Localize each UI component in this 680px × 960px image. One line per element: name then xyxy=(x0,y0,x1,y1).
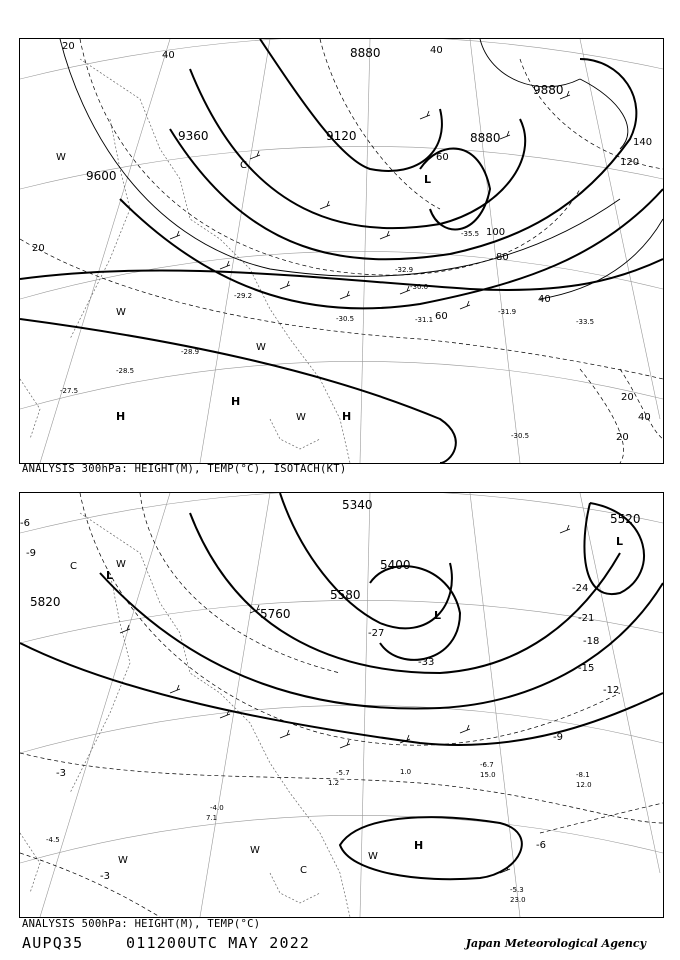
temperature-label: -30.0 xyxy=(410,283,429,291)
low-center: L xyxy=(434,609,442,622)
isotach-label: 60 xyxy=(435,311,448,322)
temperature-label: 23.0 xyxy=(510,896,526,904)
isotach-label: 40 xyxy=(538,294,551,305)
cold-center: C xyxy=(300,865,307,876)
high-center: H xyxy=(342,410,352,423)
map-300hpa xyxy=(20,39,663,463)
isotach-label: 20 xyxy=(616,432,629,443)
temperature-label: -28.9 xyxy=(181,348,200,356)
temperature-label: -32.9 xyxy=(395,266,414,274)
isotach-label: 120 xyxy=(620,157,640,168)
isotherms xyxy=(20,39,663,463)
warm-center: W xyxy=(116,307,126,318)
valid-time: 011200UTC MAY 2022 xyxy=(126,934,311,952)
low-center: L xyxy=(106,569,114,582)
temperature-label: -31.1 xyxy=(415,316,434,324)
height-label: 9120 xyxy=(326,129,357,143)
height-label: 8880 xyxy=(470,131,501,145)
temperature-label: -4.0 xyxy=(210,804,224,812)
temperature-label: -30.5 xyxy=(511,432,530,440)
isotherm-label: -6 xyxy=(536,840,546,851)
agency-name: Japan Meteorological Agency xyxy=(465,937,646,950)
height-label: 5520 xyxy=(610,512,641,526)
temperature-label: -28.5 xyxy=(116,367,135,375)
isotherm-label: -3 xyxy=(56,768,66,779)
isotherm-label: -12 xyxy=(603,685,620,696)
height-label: 8880 xyxy=(350,46,381,60)
temperature-label: -6.7 xyxy=(480,761,494,769)
temperature-label: 1.0 xyxy=(400,768,412,776)
isotherm-label: -9 xyxy=(26,548,36,559)
height-label: 5400 xyxy=(380,558,411,572)
isotherm-label: -3 xyxy=(100,871,110,882)
temperature-label: -5.3 xyxy=(510,886,524,894)
high-center: H xyxy=(116,410,126,423)
isotherm-label: -9 xyxy=(553,732,563,743)
temperature-label: 1.2 xyxy=(328,779,340,787)
isotach-label: 40 xyxy=(638,412,651,423)
chart-300hpa xyxy=(19,38,664,464)
temperature-label: -8.1 xyxy=(576,771,590,779)
isotach-label: 100 xyxy=(486,227,506,238)
chart-code: AUPQ35 xyxy=(22,934,84,952)
warm-center: W xyxy=(250,845,260,856)
coastline xyxy=(20,513,350,917)
height-label: 5580 xyxy=(330,588,361,602)
warm-center: W xyxy=(296,412,306,423)
warm-center: W xyxy=(368,851,378,862)
low-center: L xyxy=(616,535,624,548)
isotach-label: 140 xyxy=(633,137,653,148)
chart-500hpa xyxy=(19,492,664,918)
temperature-label: -27.5 xyxy=(60,387,79,395)
isotherm-label: -33 xyxy=(418,657,435,668)
isotach-label: 40 xyxy=(430,45,443,56)
height-label: 5820 xyxy=(30,595,61,609)
warm-center: W xyxy=(256,342,266,353)
temperature-label: -29.2 xyxy=(234,292,253,300)
cold-center: C xyxy=(70,561,77,572)
chart-caption-300hpa: ANALYSIS 300hPa: HEIGHT(M), TEMP(°C), ISOTACH(KT) xyxy=(22,463,347,475)
isotach-label: 60 xyxy=(436,152,449,163)
temperature-label: 12.0 xyxy=(576,781,592,789)
height-label: 9600 xyxy=(86,169,117,183)
isotach-label: 20 xyxy=(32,243,45,254)
isotherms xyxy=(20,493,663,917)
temperature-label: -33.5 xyxy=(576,318,595,326)
graticule xyxy=(20,39,663,463)
temperature-label: 7.1 xyxy=(206,814,218,822)
height-contours xyxy=(20,493,663,879)
isotachs xyxy=(60,39,663,299)
graticule xyxy=(20,493,663,917)
isotherm-label: -24 xyxy=(572,583,589,594)
warm-center: W xyxy=(118,855,128,866)
temperature-label: -35.5 xyxy=(461,230,480,238)
height-label: 9360 xyxy=(178,129,209,143)
height-label: 9880 xyxy=(533,83,564,97)
isotherm-label: -21 xyxy=(578,613,595,624)
height-label: 5760 xyxy=(260,607,291,621)
cold-center: C xyxy=(240,160,247,171)
height-contours xyxy=(20,39,663,463)
coastline xyxy=(20,59,350,463)
warm-center: W xyxy=(116,559,126,570)
map-500hpa xyxy=(20,493,663,917)
height-label: 5340 xyxy=(342,498,373,512)
warm-center: W xyxy=(56,152,66,163)
isotherm-label: -6 xyxy=(20,518,30,529)
isotach-label: 40 xyxy=(162,50,175,61)
low-center: L xyxy=(424,173,432,186)
isotach-label: 20 xyxy=(62,41,75,52)
temperature-label: 15.0 xyxy=(480,771,496,779)
isotherm-label: -15 xyxy=(578,663,595,674)
isotherm-label: -27 xyxy=(368,628,385,639)
temperature-label: -4.5 xyxy=(46,836,60,844)
isotach-label: 80 xyxy=(496,252,509,263)
temperature-label: -30.5 xyxy=(336,315,355,323)
isotherm-label: -18 xyxy=(583,636,600,647)
isotach-label: 20 xyxy=(621,392,634,403)
high-center: H xyxy=(231,395,241,408)
temperature-label: -5.7 xyxy=(336,769,350,777)
high-center: H xyxy=(414,839,424,852)
chart-caption-500hpa: ANALYSIS 500hPa: HEIGHT(M), TEMP(°C) xyxy=(22,918,261,930)
temperature-label: -31.9 xyxy=(498,308,517,316)
